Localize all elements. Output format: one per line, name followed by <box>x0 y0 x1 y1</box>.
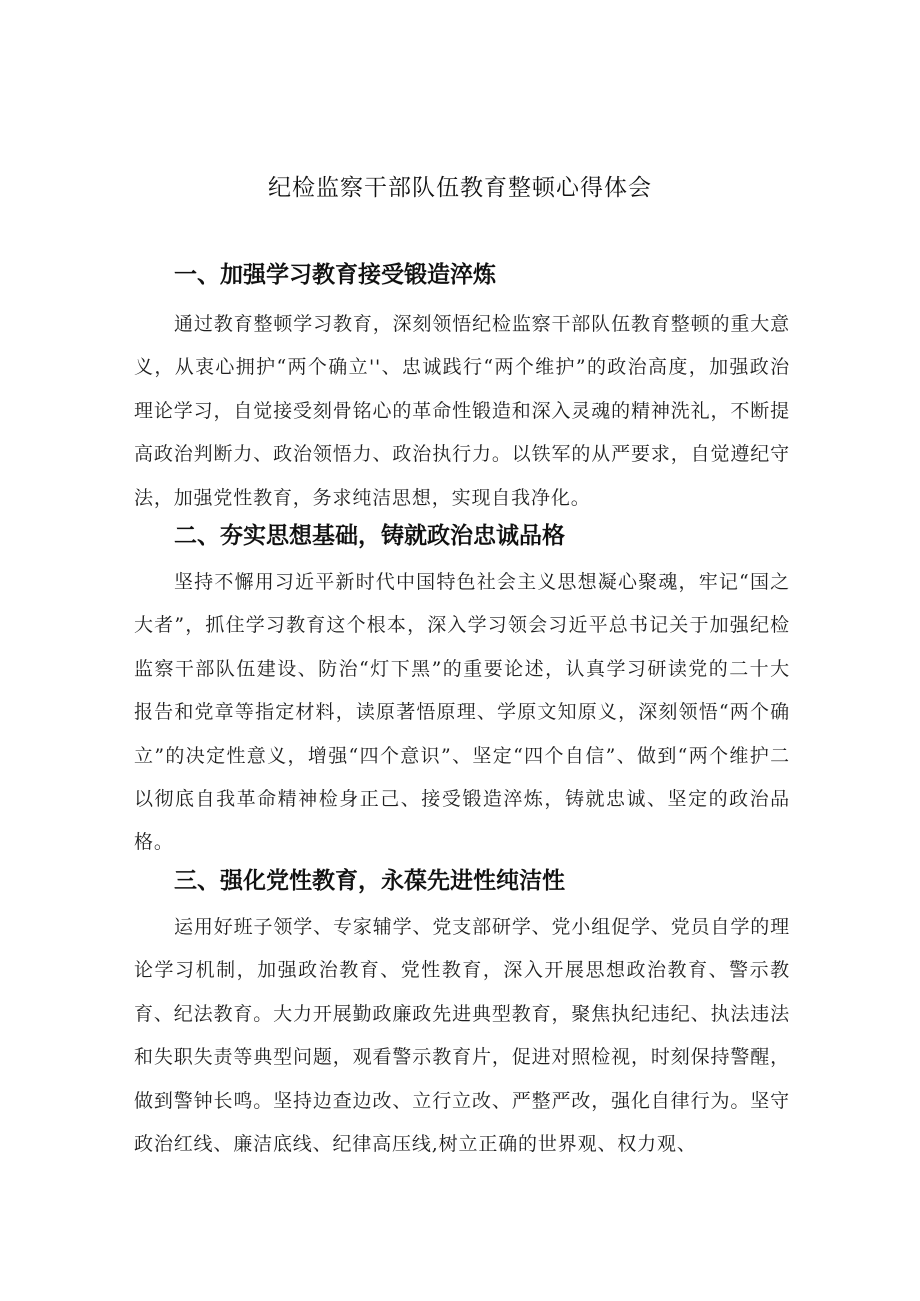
document-title: 纪检监察干部队伍教育整顿心得体会 <box>268 175 652 201</box>
section-body-2: 坚持不懈用习近平新时代中国特色社会主义思想凝心聚魂，牢记“国之大者”，抓住学习教育这个根本，深入学习领会习近平总书记关于加强纪检监察干部队伍建设、防治“灯下黑”的重要论述，认真学习研读党的二十大报告和党章等指定材料，读原著悟原理、学原文知原义，深刻领悟“两个确立”的决定性意义，增强“四个意识”、坚定“四个自信”、做到“两个维护二以彻底自我革命精神检身正己、接受锻造淬炼，铸就忠诚、坚定的政治品格。 <box>134 571 790 854</box>
section-body-1: 通过教育整顿学习教育，深刻领悟纪检监察干部队伍教育整顿的重大意义，从衷心拥护“两个确立''、忠诚践行“两个维护”的政治高度，加强政治理论学习，自觉接受刻骨铭心的革命性锻造和深入灵魂的精神洗礼，不断提高政治判断力、政治领悟力、政治执行力。以铁军的从严要求，自觉遵纪守法，加强党性教育，务求纯洁思想，实现自我净化。 <box>134 313 790 509</box>
section-heading-3: 三、强化党性教育，永葆先进性纯洁性 <box>174 868 565 894</box>
section-heading-2: 二、夯实思想基础，铸就政治忠诚品格 <box>174 523 565 549</box>
section-heading-1: 一、加强学习教育接受锻造淬炼 <box>174 262 496 288</box>
section-body-3: 运用好班子领学、专家辅学、党支部研学、党小组促学、党员自学的理论学习机制，加强政治教育、党性教育，深入开展思想政治教育、警示教育、纪法教育。大力开展勤政廉政先进典型教育，聚焦执纪违纪、执法违法和失职失责等典型问题，观看警示教育片，促进对照检视，时刻保持警醒，做到警钟长鸣。坚持边查边改、立行立改、严整严改，强化自律行为。坚守政治红线、廉洁底线、纪律高压线,树立正确的世界观、权力观、 <box>134 916 790 1156</box>
